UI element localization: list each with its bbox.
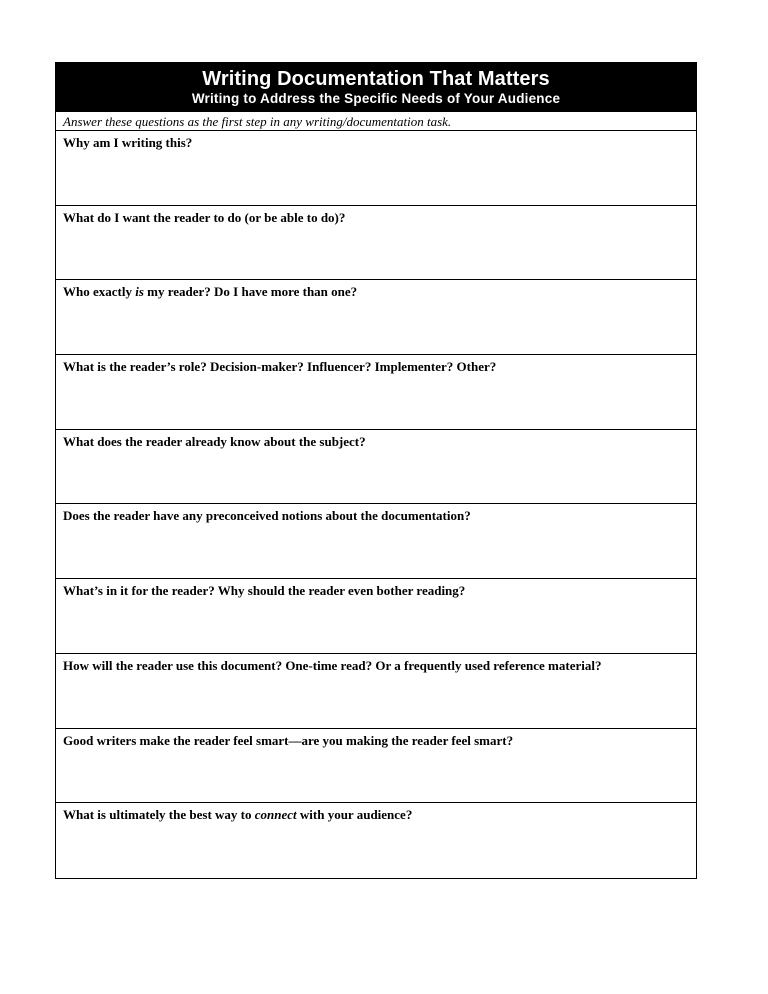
- question-text: What is the reader’s role? Decision-maker? Influencer? Implementer? Other?: [63, 359, 497, 375]
- question-text: Good writers make the reader feel smart—are you making the reader feel smart?: [63, 732, 514, 748]
- worksheet-subtitle: Writing to Address the Specific Needs of Your Audience: [191, 91, 561, 106]
- question-row[interactable]: [56, 654, 696, 729]
- question-text-end: with your audience?: [296, 807, 413, 823]
- question-row[interactable]: [56, 430, 696, 505]
- worksheet: [55, 62, 697, 879]
- question-row[interactable]: [56, 803, 696, 878]
- question-text: What’s in it for the reader? Why should the reader even bother reading?: [63, 583, 466, 599]
- question-row[interactable]: [56, 280, 696, 355]
- question-row[interactable]: [56, 131, 696, 206]
- question-text: [63, 807, 412, 822]
- question-text: [63, 284, 357, 299]
- question-row[interactable]: [56, 504, 696, 579]
- instruction-text: Answer these questions as the first step in any writing/documentation task.: [56, 112, 696, 131]
- question-text-start: Who exactly: [63, 284, 136, 300]
- question-text: Why am I writing this?: [63, 135, 193, 150]
- worksheet-header: [56, 63, 696, 112]
- question-text: How will the reader use this document? One-time read? Or a frequently used reference material?: [63, 657, 602, 673]
- worksheet-title: Writing Documentation That Matters: [202, 68, 550, 90]
- question-emphasis: connect: [254, 807, 297, 823]
- question-text: What do I want the reader to do (or be able to do)?: [63, 209, 346, 225]
- question-text-start: What is ultimately the best way to: [63, 807, 255, 823]
- question-text-end: my reader? Do I have more than one?: [143, 284, 358, 300]
- question-text: What does the reader already know about the subject?: [63, 433, 366, 449]
- question-emphasis: is: [135, 284, 144, 300]
- question-text: Does the reader have any preconceived notions about the documentation?: [63, 508, 471, 524]
- question-row[interactable]: [56, 206, 696, 281]
- question-row[interactable]: [56, 579, 696, 654]
- question-row[interactable]: [56, 355, 696, 430]
- question-row[interactable]: [56, 729, 696, 804]
